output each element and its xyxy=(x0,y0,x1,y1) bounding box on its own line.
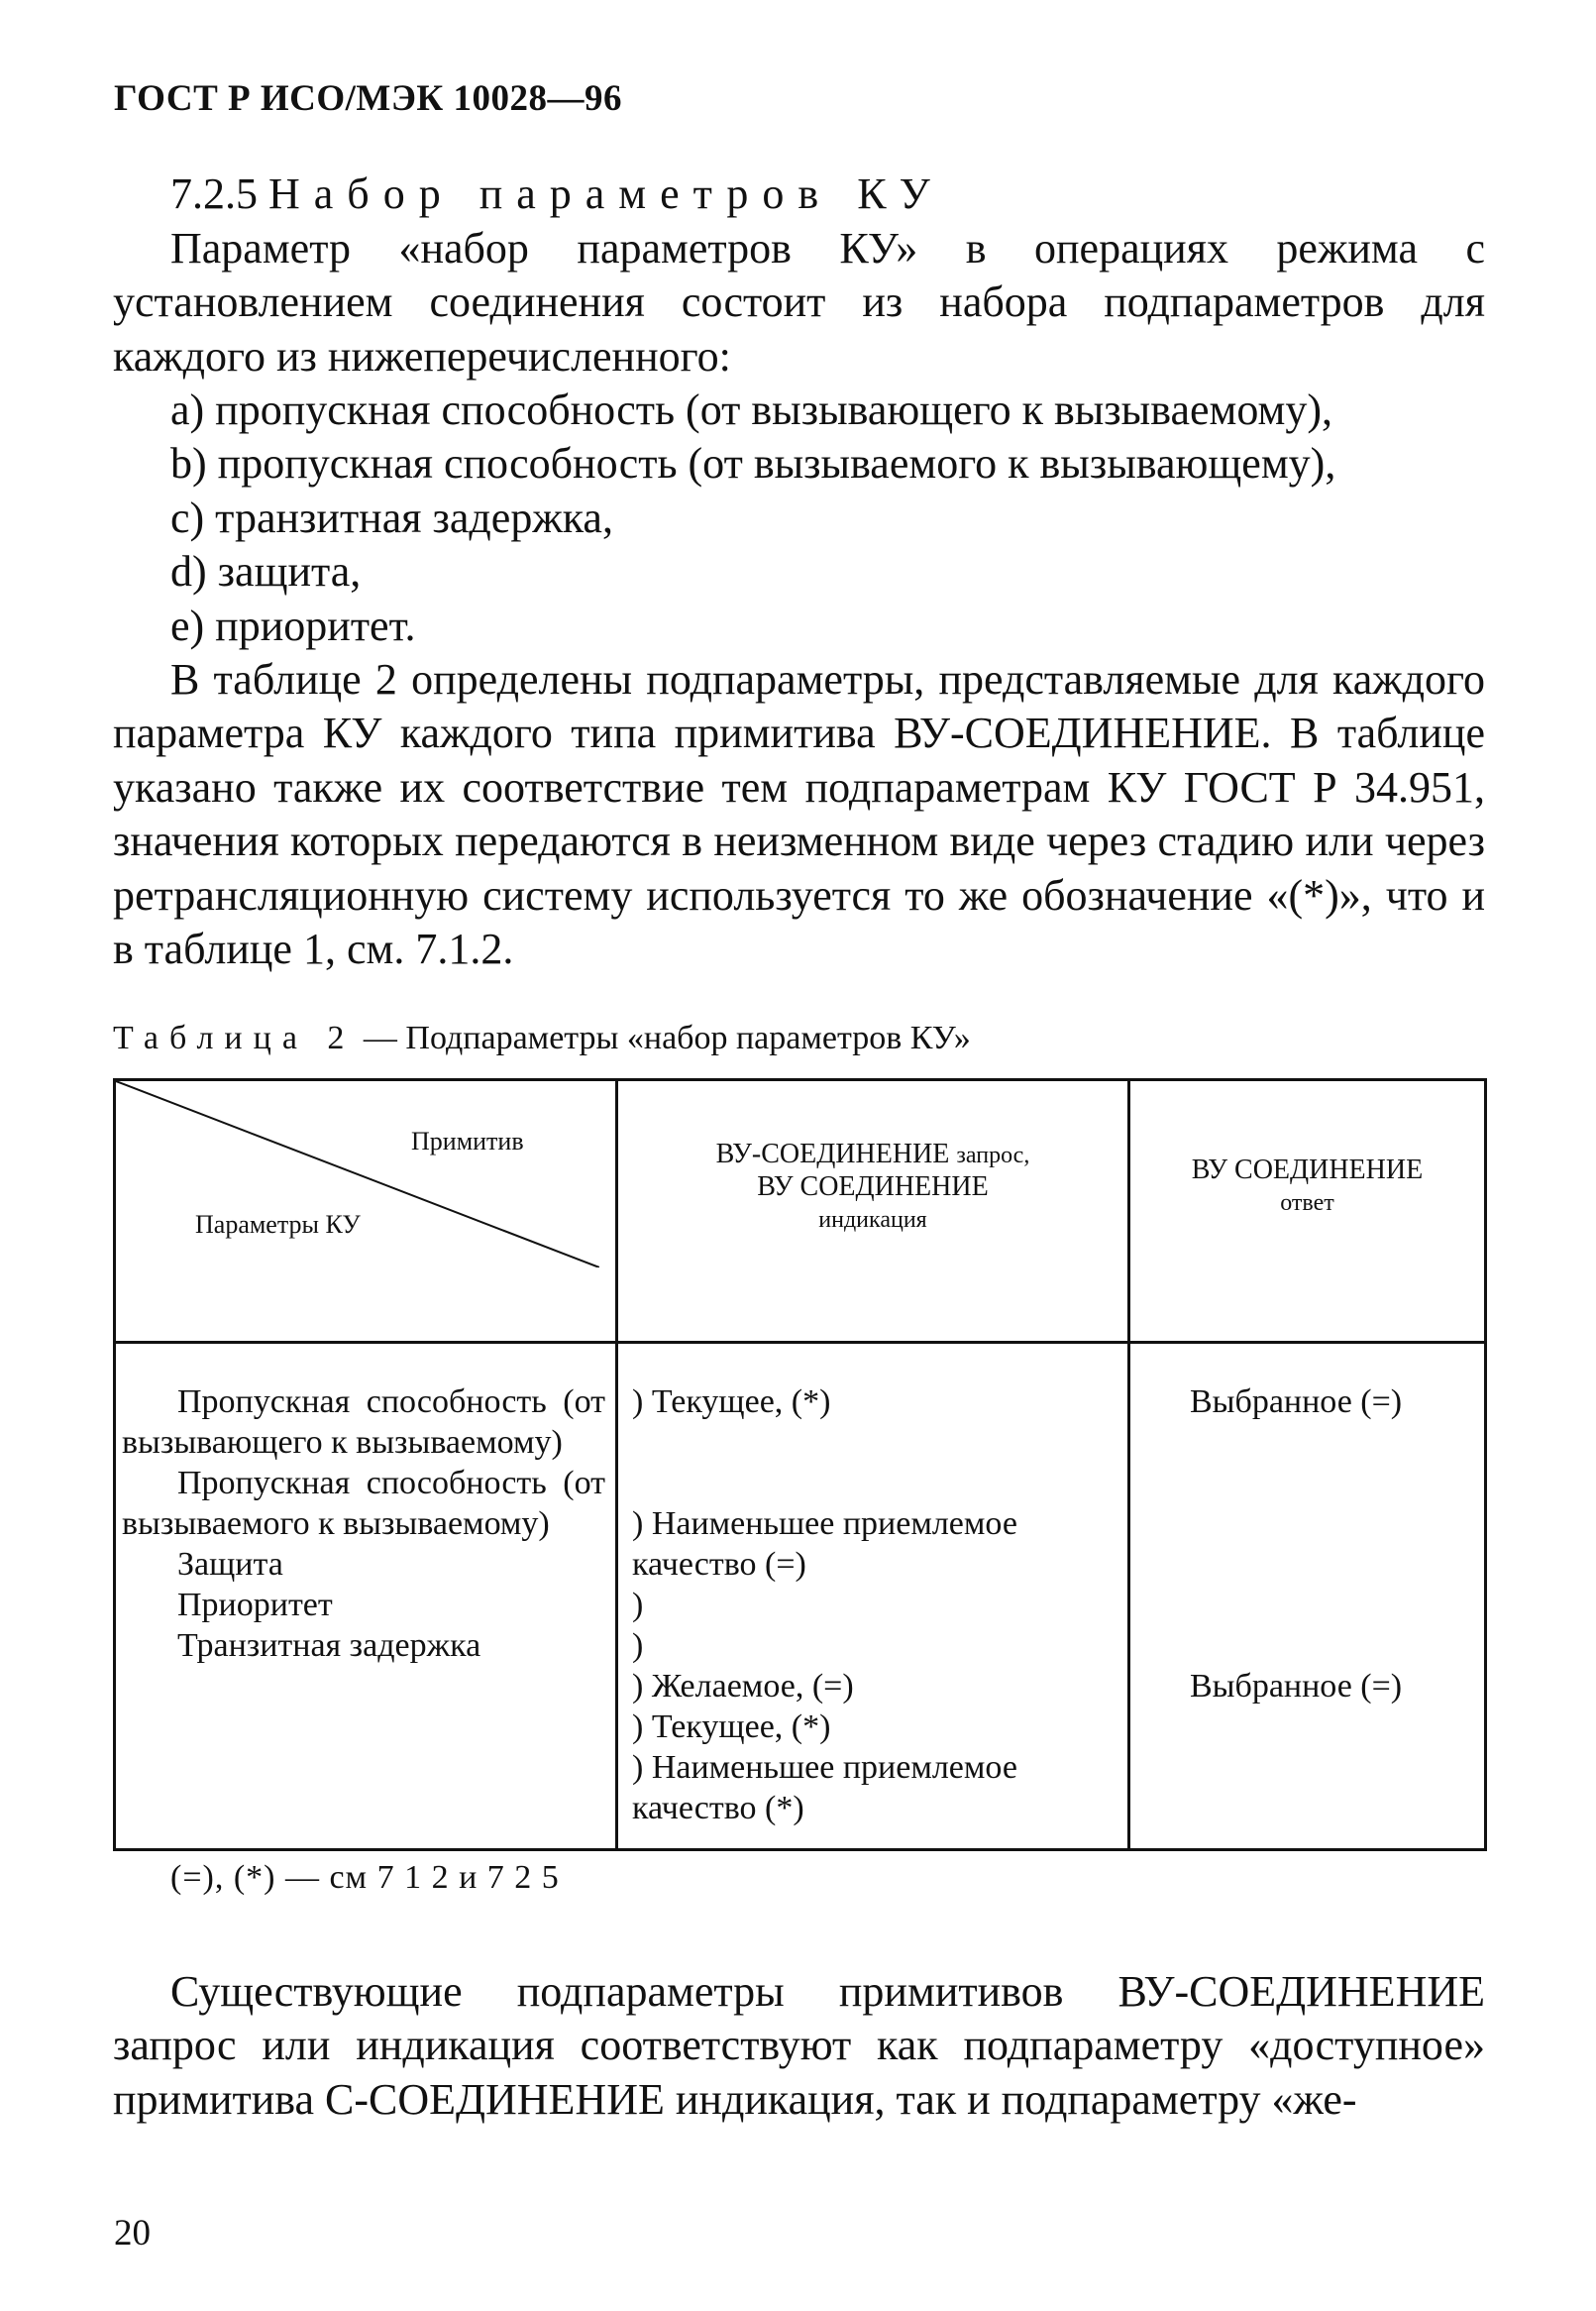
header-col3-line2-small: ответ xyxy=(1280,1190,1334,1216)
header-col2-line1: ВУ-СОЕДИНЕНИЕ xyxy=(715,1139,950,1169)
paragraph-intro xyxy=(113,222,1485,384)
table-caption-text: — Подпараметры «набор параметров КУ» xyxy=(363,1020,971,1056)
request-value: ) Наименьшее приемлемое качество (=) xyxy=(632,1505,1017,1583)
section-title: Набор параметров КУ xyxy=(268,169,944,218)
list-item: e) приоритет. xyxy=(170,601,416,650)
param-protection: Защита xyxy=(177,1546,283,1583)
header-col2-line1-small: запрос, xyxy=(956,1143,1030,1168)
request-value: ) xyxy=(632,1627,644,1664)
section-heading xyxy=(170,168,944,219)
response-cell xyxy=(1129,1343,1486,1850)
table-caption xyxy=(113,1020,971,1057)
subparameter-list xyxy=(170,384,1335,653)
param-text: (от вызываемого к вызываемому) xyxy=(122,1465,605,1542)
subparameters-table xyxy=(113,1078,1487,1851)
header-diagonal-cell xyxy=(115,1080,617,1343)
header-col2-line2: ВУ СОЕДИНЕНИЕ xyxy=(757,1171,989,1202)
params-cell xyxy=(115,1343,617,1850)
param-transit-delay: Транзитная задержка xyxy=(177,1627,481,1664)
table-header-row xyxy=(115,1080,1486,1343)
section-number: 7.2.5 xyxy=(170,169,258,218)
document-header: ГОСТ Р ИСО/МЭК 10028—96 xyxy=(114,78,623,119)
header-response xyxy=(1129,1080,1486,1343)
table-note: (=), (*) — см 7 1 2 и 7 2 5 xyxy=(170,1859,560,1896)
header-col2-line3-small: индикация xyxy=(818,1207,927,1233)
table-row xyxy=(115,1343,1486,1850)
param-throughput-calling-called xyxy=(122,1381,605,1463)
list-item: c) транзитная задержка, xyxy=(170,493,613,542)
table-caption-label: Таблица 2 xyxy=(113,1020,356,1056)
list-item: b) пропускная способность (от вызываемого к вызывающему), xyxy=(170,439,1336,489)
paragraph-conclusion-text: Существующие подпараметры примитивов ВУ-СОЕДИНЕНИЕ запрос или индикация соответствуют как подпараметру «доступное» примитива С-СОЕДИНЕНИЕ индикация, так и подпараметру «же- xyxy=(113,1967,1485,2124)
response-value: Выбранное (=) xyxy=(1190,1383,1403,1420)
request-value: ) Текущее, (*) xyxy=(632,1708,831,1745)
list-item: a) пропускная способность (от вызывающего к вызываемому), xyxy=(170,385,1333,434)
param-text: Пропускная способность xyxy=(177,1465,547,1501)
response-value: Выбранное (=) xyxy=(1190,1668,1403,1705)
param-text: Пропускная способность xyxy=(177,1383,547,1420)
paragraph-table-description-text: В таблице 2 определены подпараметры, представляемые для каждого параметра КУ каждого типа примитива ВУ-СОЕДИНЕНИЕ. В таблице указано также их соответствие тем подпараметрам КУ ГОСТ Р 34.951, значения которых передаются в неизменном виде через стадию или через ретрансляционную систему используется то же обозначение «(*)», что и в таблице 1, см. 7.1.2. xyxy=(113,655,1485,974)
request-value: ) Наименьшее приемлемое качество (*) xyxy=(632,1749,1017,1826)
param-throughput-called-calling xyxy=(122,1463,605,1544)
request-value: ) Желаемое, (=) xyxy=(632,1668,854,1705)
header-col3-line1: ВУ СОЕДИНЕНИЕ xyxy=(1191,1155,1424,1185)
param-priority: Приоритет xyxy=(177,1587,333,1623)
page-number: 20 xyxy=(114,2213,151,2254)
param-text: (от вызывающего к вызываемому) xyxy=(122,1383,605,1461)
paragraph-conclusion xyxy=(113,1965,1485,2127)
header-primitive: Примитив xyxy=(411,1127,524,1156)
request-value: ) Текущее, (*) xyxy=(632,1383,831,1420)
header-params: Параметры КУ xyxy=(195,1210,361,1239)
paragraph-table-description xyxy=(113,653,1485,976)
header-request-indication xyxy=(617,1080,1129,1343)
list-item: d) защита, xyxy=(170,547,362,597)
request-value: ) xyxy=(632,1587,644,1623)
request-indication-cell xyxy=(617,1343,1129,1850)
paragraph-intro-text: Параметр «набор параметров КУ» в операциях режима с установлением соединения состоит из набора подпараметров для каждого из нижеперечисленного: xyxy=(113,224,1485,381)
